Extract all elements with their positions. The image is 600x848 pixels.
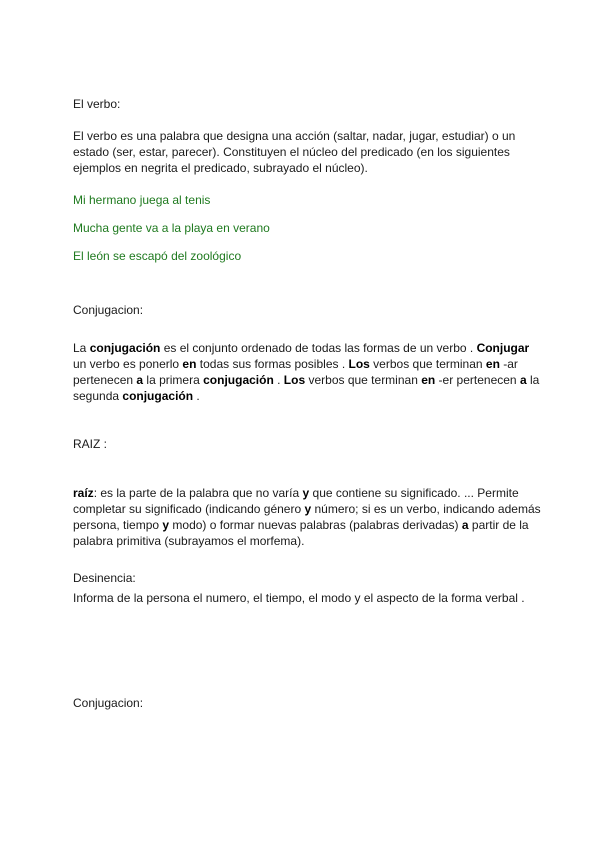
- heading-conjugacion-2: Conjugacion:: [73, 696, 144, 710]
- heading-el-verbo: El verbo:: [73, 97, 121, 111]
- heading-conjugacion: Conjugacion:: [73, 303, 144, 317]
- heading-raiz: RAIZ :: [73, 437, 108, 451]
- example-sentence: Mucha gente va a la playa en verano: [73, 221, 270, 235]
- example-sentence: Mi hermano juega al tenis: [73, 193, 211, 207]
- example-sentence: El león se escapó del zoológico: [73, 249, 242, 263]
- conjugacion-paragraph: La conjugación es el conjunto ordenado de todas las formas de un verbo . Conjugar un verbo es ponerlo en todas sus formas posibles . Los verbos que terminan en -ar pertenecen a la primera conjugación . Los verbos que terminan en -er pertenecen a la segunda conjugación .: [73, 341, 540, 403]
- heading-desinencia: Desinencia:: [73, 571, 136, 585]
- verbo-paragraph: El verbo es una palabra que designa una acción (saltar, nadar, jugar, estudiar) o un estado (ser, estar, parecer). Constituyen el núcleo del predicado (en los siguientes ejemplos en negrita el predicado, subrayado el núcleo).: [73, 129, 516, 175]
- desinencia-paragraph: Informa de la persona el numero, el tiempo, el modo y el aspecto de la forma verbal .: [73, 591, 525, 605]
- raiz-paragraph: raíz: es la parte de la palabra que no varía y que contiene su significado. ... Permite completar su significado (indicando género y número; si es un verbo, indicando además persona, tiempo y modo) o formar nuevas palabras (palabras derivadas) a partir de la palabra primitiva (subrayamos el morfema).: [73, 486, 541, 548]
